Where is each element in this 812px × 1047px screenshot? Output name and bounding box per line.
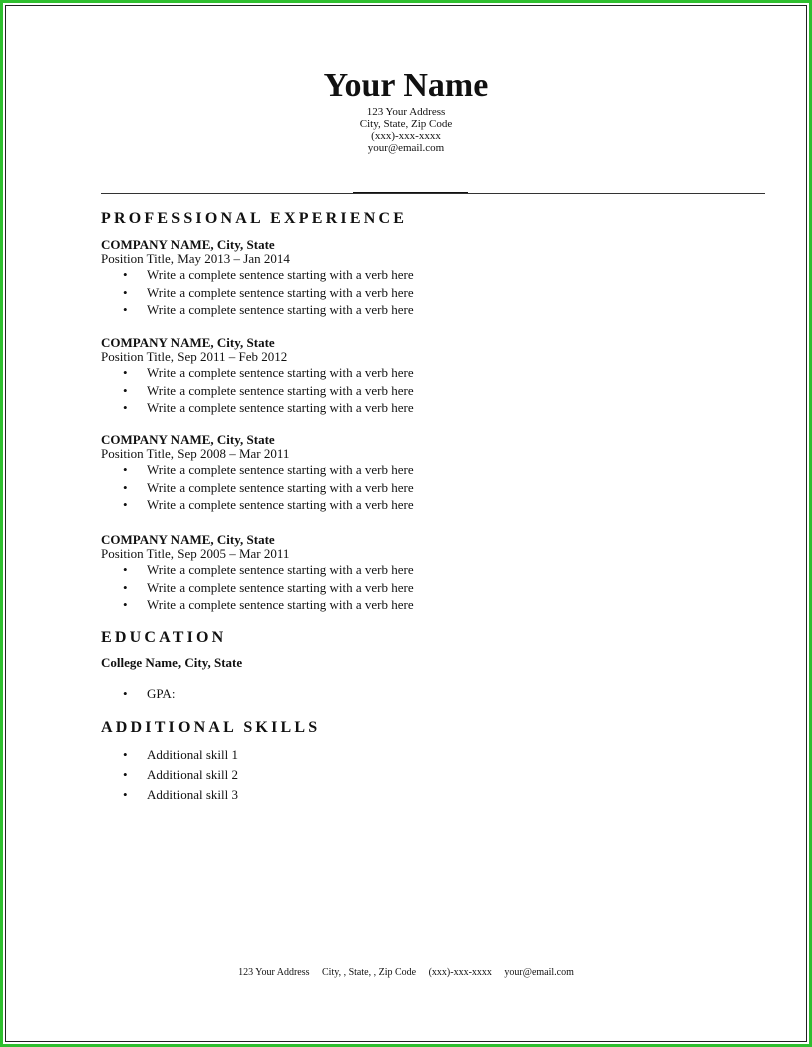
school-name: College Name, City, State (101, 655, 243, 670)
bullet-text: Additional skill 2 (147, 767, 238, 782)
list-item (101, 399, 414, 417)
bullet-icon: • (123, 462, 128, 477)
bullet-icon: • (123, 497, 128, 512)
education-entry (101, 655, 242, 670)
header-phone: (xxx)-xxx-xxxx (371, 130, 441, 142)
position-title: Position Title, Sep 2008 – Mar 2011 (101, 446, 290, 461)
header-email: your@email.com (367, 142, 445, 154)
education-details (101, 685, 175, 703)
page-border (5, 5, 807, 1042)
list-item (101, 284, 414, 302)
bullet-icon: • (123, 382, 128, 398)
bullet-text: Additional skill 1 (147, 747, 238, 762)
header-city-line: City, State, Zip Code (359, 118, 453, 130)
bullet-text: Write a complete sentence starting with a verb here (147, 302, 414, 317)
bullet-icon: • (123, 767, 128, 782)
list-item (101, 596, 414, 614)
bullet-icon: • (123, 787, 128, 802)
bullet-text: Write a complete sentence starting with a verb here (147, 462, 414, 477)
bullet-text: Write a complete sentence starting with a verb here (147, 284, 414, 300)
bullet-icon: • (123, 597, 128, 612)
resume-name: Your Name (323, 67, 489, 104)
skills-list (101, 745, 238, 805)
bullet-text: Write a complete sentence starting with a verb here (147, 267, 414, 282)
bullet-icon: • (123, 365, 128, 380)
list-item (101, 496, 414, 514)
bullet-text: GPA: (147, 686, 176, 701)
position-title: Position Title, May 2013 – Jan 2014 (101, 251, 290, 266)
list-item (101, 745, 238, 765)
bullet-text: Write a complete sentence starting with a verb here (147, 382, 414, 398)
company-name: COMPANY NAME, City, State (101, 335, 275, 350)
footer-phone: (xxx)-xxx-xxxx (428, 967, 492, 978)
bullet-text: Write a complete sentence starting with a verb here (147, 365, 414, 380)
section-title-experience: PROFESSIONAL EXPERIENCE (101, 210, 408, 227)
bullet-icon: • (123, 400, 128, 415)
footer-city-line: City, , State, , Zip Code (322, 967, 417, 978)
job-entry (101, 432, 414, 514)
skills-bullets (101, 745, 238, 805)
bullet-text: Additional skill 3 (147, 787, 238, 802)
bullet-text: Write a complete sentence starting with a verb here (147, 479, 414, 495)
resume-header (0, 66, 812, 154)
company-name: COMPANY NAME, City, State (101, 532, 275, 547)
list-item (101, 266, 414, 284)
list-item (101, 461, 414, 479)
position-title: Position Title, Sep 2011 – Feb 2012 (101, 349, 288, 364)
list-item (101, 765, 238, 785)
bullet-text: Write a complete sentence starting with a verb here (147, 579, 414, 595)
divider-rule (101, 193, 765, 194)
page-footer (0, 967, 812, 979)
bullet-icon: • (123, 562, 128, 577)
job-bullets (101, 364, 414, 417)
bullet-icon: • (123, 747, 128, 762)
bullet-icon: • (123, 579, 128, 595)
bullet-icon: • (123, 479, 128, 495)
list-item (101, 561, 414, 579)
bullet-text: Write a complete sentence starting with a verb here (147, 597, 414, 612)
section-title-education: EDUCATION (101, 629, 227, 646)
job-bullets (101, 461, 414, 514)
bullet-text: Write a complete sentence starting with a verb here (147, 497, 414, 512)
education-bullets (101, 685, 175, 703)
job-bullets (101, 266, 414, 319)
bullet-text: Write a complete sentence starting with a verb here (147, 400, 414, 415)
list-item (101, 382, 414, 400)
bullet-icon: • (123, 267, 128, 282)
bullet-icon: • (123, 302, 128, 317)
job-entry (101, 335, 414, 417)
divider-rule-accent (353, 192, 468, 193)
list-item (101, 685, 175, 703)
bullet-icon: • (123, 284, 128, 300)
list-item (101, 785, 238, 805)
bullet-text: Write a complete sentence starting with a verb here (147, 562, 414, 577)
bullet-icon: • (123, 686, 128, 701)
job-entry (101, 532, 414, 614)
list-item (101, 479, 414, 497)
list-item (101, 364, 414, 382)
section-title-skills: ADDITIONAL SKILLS (101, 719, 321, 736)
list-item (101, 301, 414, 319)
company-name: COMPANY NAME, City, State (101, 432, 275, 447)
header-address: 123 Your Address (366, 106, 446, 118)
company-name: COMPANY NAME, City, State (101, 237, 275, 252)
list-item (101, 579, 414, 597)
footer-email: your@email.com (504, 967, 574, 978)
position-title: Position Title, Sep 2005 – Mar 2011 (101, 546, 290, 561)
footer-address: 123 Your Address (238, 967, 310, 978)
job-bullets (101, 561, 414, 614)
job-entry (101, 237, 414, 319)
